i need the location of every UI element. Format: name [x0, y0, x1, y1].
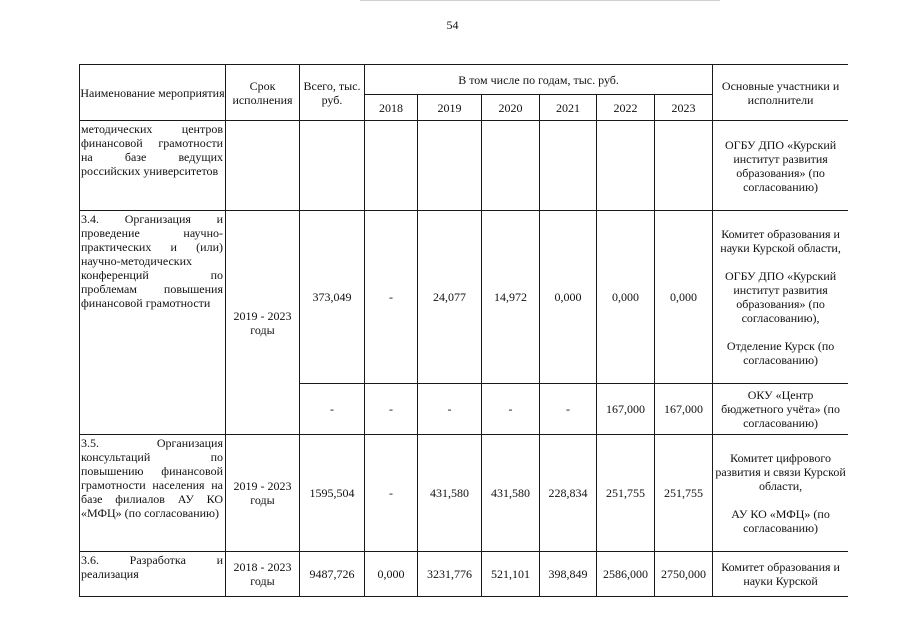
table-row — [80, 435, 849, 552]
row-name: 3.4. Организация и проведение научно-практических и (или) научно-методических конференций по проблемам повышения финансовой грамотности — [80, 211, 226, 435]
header-year: 2019 — [418, 95, 482, 121]
row-value-2018: - — [365, 211, 418, 384]
header-year: 2020 — [482, 95, 540, 121]
page-number: 54 — [446, 18, 459, 32]
row-total: 373,049 — [300, 211, 365, 384]
row-value-2023: 251,755 — [655, 435, 713, 552]
header-name: Наименование мероприятия — [80, 65, 226, 121]
header-by-year: В том числе по годам, тыс. руб. — [365, 65, 713, 95]
row-value-2018: - — [365, 384, 418, 435]
row-term: 2018 - 2023 годы — [226, 552, 300, 597]
row-term: 2019 - 2023 годы — [226, 435, 300, 552]
row-participants — [713, 211, 848, 384]
row-value-2021: 228,834 — [540, 435, 597, 552]
row-value-2022: 0,000 — [597, 211, 655, 384]
funding-table — [79, 64, 848, 597]
participant-text: Комитет образования и науки Курской области, — [720, 227, 841, 255]
row-participants — [713, 552, 848, 597]
participant-text: Комитет образования и науки Курской — [721, 560, 840, 588]
participant-text: АУ КО «МФЦ» (по согласованию) — [731, 507, 830, 535]
row-participants — [713, 384, 848, 435]
row-participants — [713, 435, 848, 552]
participant-gap — [715, 325, 846, 339]
row-value-2019: 431,580 — [418, 435, 482, 552]
participant-text: ОКУ «Центр бюджетного учёта» (по согласованию) — [721, 388, 840, 430]
participant-text: Отделение Курск (по согласованию) — [726, 339, 835, 367]
participant-gap — [715, 255, 846, 269]
row-name: методических центров финансовой грамотности на базе ведущих российских университетов — [80, 121, 226, 211]
header-term: Срок исполнения — [226, 65, 300, 121]
row-term — [226, 121, 300, 211]
header-participants: Основные участники и исполнители — [713, 65, 848, 121]
header-row-primary — [80, 65, 849, 95]
row-value-2022: 2586,000 — [597, 552, 655, 597]
row-value-2021 — [540, 121, 597, 211]
row-value-2020: 14,972 — [482, 211, 540, 384]
row-value-2021: - — [540, 384, 597, 435]
row-value-2019: 24,077 — [418, 211, 482, 384]
row-name: 3.6. Разработка и реализация — [80, 552, 226, 597]
row-value-2023: 0,000 — [655, 211, 713, 384]
participant-text: ОГБУ ДПО «Курский институт развития образования» (по согласованию), — [724, 269, 837, 325]
row-value-2022: 167,000 — [597, 384, 655, 435]
table-row — [80, 121, 849, 211]
row-value-2020: - — [482, 384, 540, 435]
participant-gap — [715, 493, 846, 507]
row-total: 1595,504 — [300, 435, 365, 552]
table-container — [79, 64, 848, 640]
row-value-2019: - — [418, 384, 482, 435]
row-value-2020: 431,580 — [482, 435, 540, 552]
row-value-2023: 2750,000 — [655, 552, 713, 597]
row-value-2018: 0,000 — [365, 552, 418, 597]
table-row — [80, 552, 849, 597]
row-value-2020: 521,101 — [482, 552, 540, 597]
header-year: 2018 — [365, 95, 418, 121]
row-value-2022 — [597, 121, 655, 211]
header-year: 2021 — [540, 95, 597, 121]
header-total: Всего, тыс. руб. — [300, 65, 365, 121]
table-row — [80, 211, 849, 384]
row-value-2018: - — [365, 435, 418, 552]
row-value-2019 — [418, 121, 482, 211]
row-value-2023 — [655, 121, 713, 211]
row-value-2021: 0,000 — [540, 211, 597, 384]
row-value-2021: 398,849 — [540, 552, 597, 597]
top-edge-artifact — [360, 0, 720, 1]
participant-text: Комитет цифрового развития и связи Курской области, — [715, 451, 846, 493]
row-value-2022: 251,755 — [597, 435, 655, 552]
row-value-2018 — [365, 121, 418, 211]
row-participants — [713, 121, 848, 211]
row-term: 2019 - 2023 годы — [226, 211, 300, 435]
row-value-2023: 167,000 — [655, 384, 713, 435]
row-value-2020 — [482, 121, 540, 211]
participant-text: ОГБУ ДПО «Курский институт развития образования» (по согласованию) — [724, 137, 837, 194]
row-total: 9487,726 — [300, 552, 365, 597]
row-name: 3.5. Организация консультаций по повышению финансовой грамотности населения на базе филиалов АУ КО «МФЦ» (по согласованию) — [80, 435, 226, 552]
row-total: - — [300, 384, 365, 435]
header-year: 2023 — [655, 95, 713, 121]
row-value-2019: 3231,776 — [418, 552, 482, 597]
row-total — [300, 121, 365, 211]
header-year: 2022 — [597, 95, 655, 121]
